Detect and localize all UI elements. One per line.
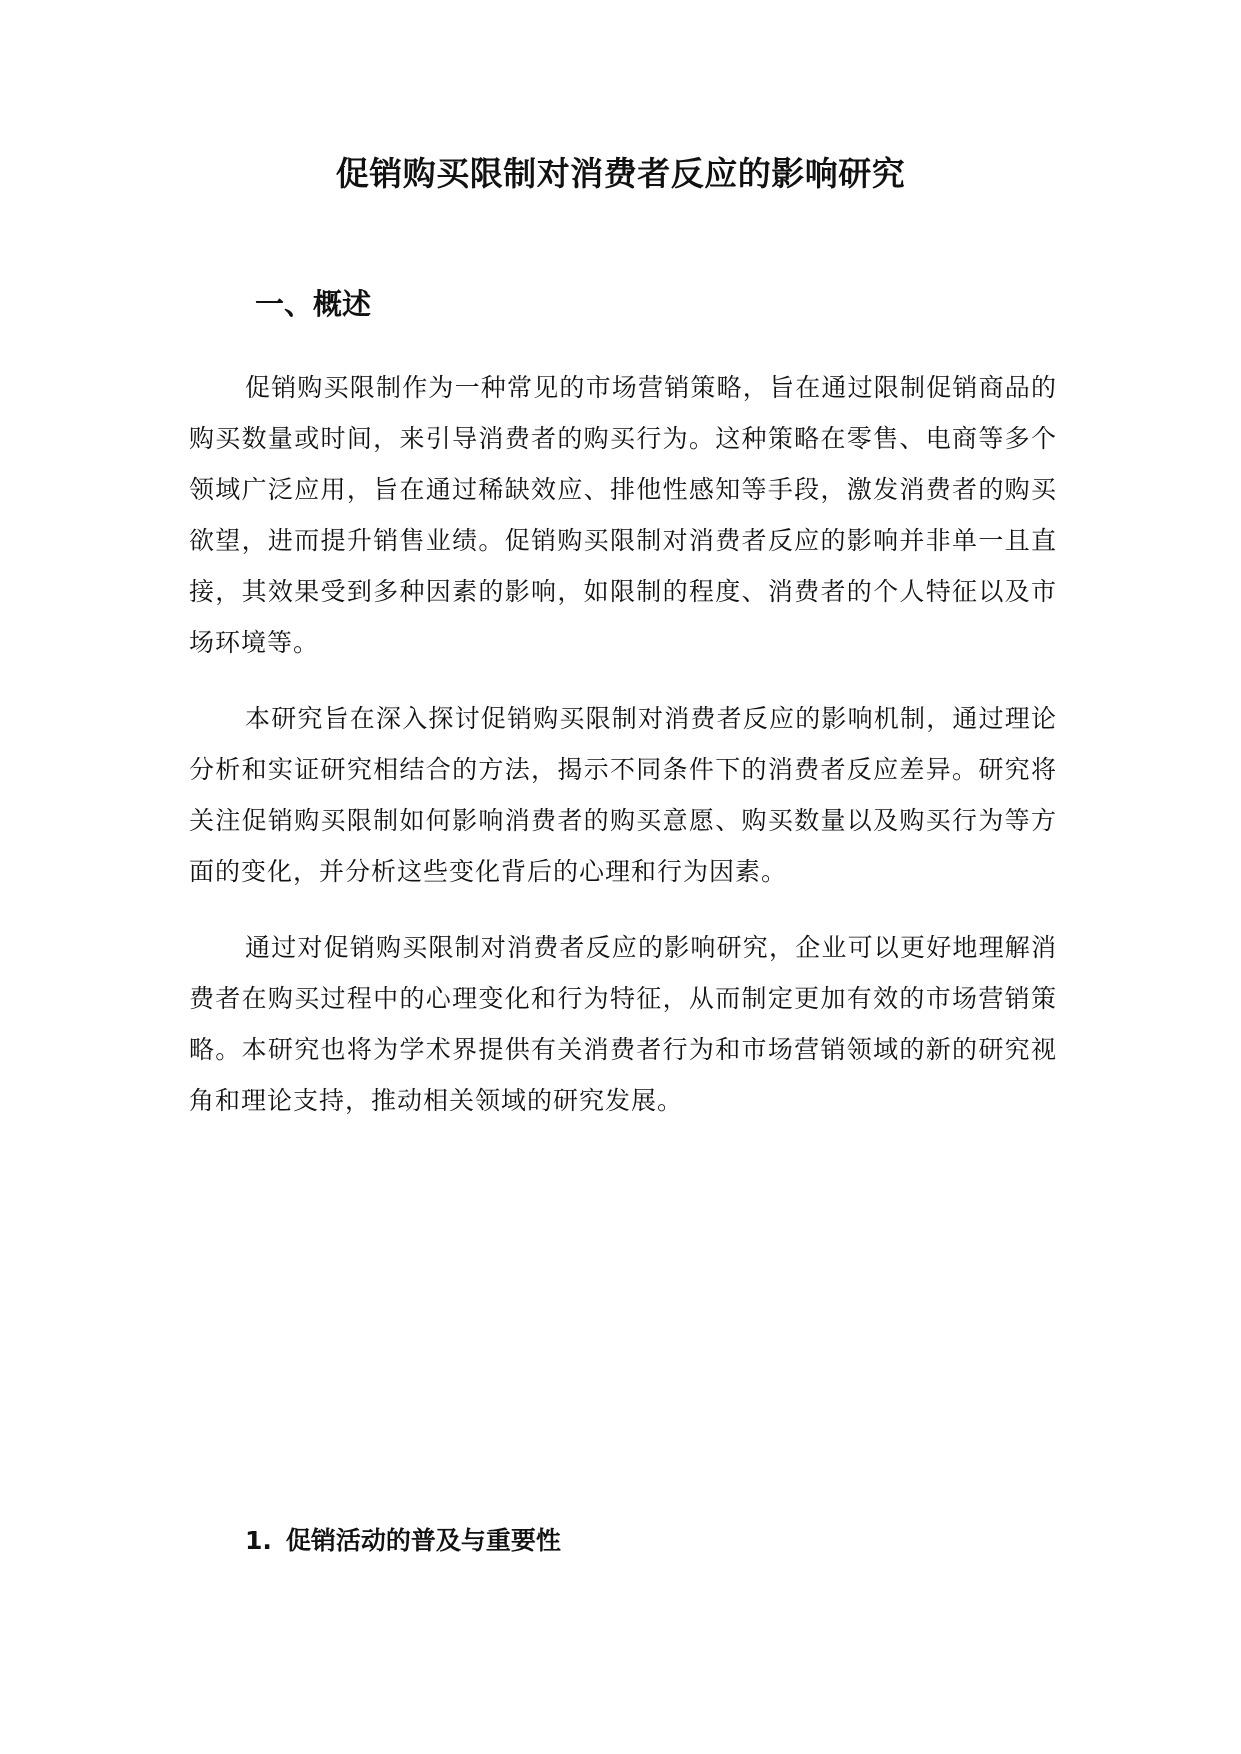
section-heading: 一、概述 — [255, 287, 372, 321]
subsection-heading — [245, 1523, 561, 1559]
document-title: 促销购买限制对消费者反应的影响研究 — [335, 154, 906, 193]
paragraph: 通过对促销购买限制对消费者反应的影响研究，企业可以更好地理解消费者在购买过程中的心理变化和行为特征，从而制定更加有效的市场营销策略。本研究也将为学术界提供有关消费者行为和市场营销领域的新的研究视角和理论支持，推动相关领域的研究发展。 — [189, 933, 1057, 1115]
subsection-number: 1. — [245, 1526, 272, 1555]
paragraph: 本研究旨在深入探讨促销购买限制对消费者反应的影响机制，通过理论分析和实证研究相结合的方法，揭示不同条件下的消费者反应差异。研究将关注促销购买限制如何影响消费者的购买意愿、购买数量以及购买行为等方面的变化，并分析这些变化背后的心理和行为因素。 — [189, 704, 1057, 886]
subsection-title: 促销活动的普及与重要性 — [285, 1526, 561, 1555]
section-body — [189, 362, 1057, 1126]
paragraph: 促销购买限制作为一种常见的市场营销策略，旨在通过限制促销商品的购买数量或时间，来引导消费者的购买行为。这种策略在零售、电商等多个领域广泛应用，旨在通过稀缺效应、排他性感知等手段，激发消费者的购买欲望，进而提升销售业绩。促销购买限制对消费者反应的影响并非单一且直接，其效果受到多种因素的影响，如限制的程度、消费者的个人特征以及市场环境等。 — [189, 373, 1057, 657]
